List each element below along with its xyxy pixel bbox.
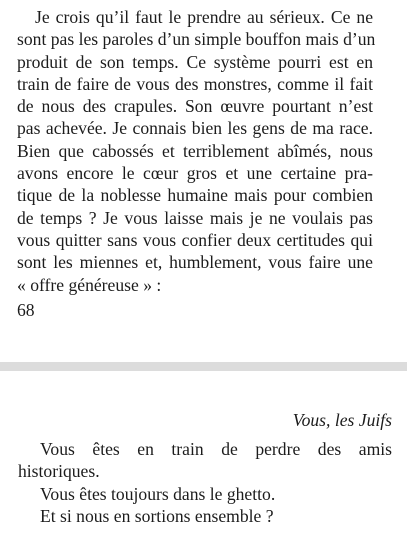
paragraph-line: « offre généreuse » : bbox=[17, 274, 162, 295]
paragraph-line: tique de la noblesse humaine mais pour combien bbox=[17, 185, 373, 206]
paragraph-line: de temps ? Je vous laisse mais je ne voulais pas bbox=[17, 207, 373, 228]
running-head: Vous, les Juifs bbox=[292, 410, 392, 430]
paragraph-line: avons encore le cœur gros et une certaine pra- bbox=[17, 163, 373, 184]
paragraph-line: vous quitter sans vous confier deux certitudes qui bbox=[17, 229, 373, 250]
lower-page bbox=[0, 371, 407, 545]
poem-line: Vous êtes en train de perdre des amis bbox=[40, 439, 392, 459]
paragraph-line: produit de son temps. Ce système pourri est en bbox=[17, 51, 373, 72]
paragraph-line: sont pas les paroles d’un simple bouffon mais d’un bbox=[17, 29, 376, 50]
poem-text bbox=[18, 438, 392, 527]
paragraph-line: Bien que cabossés et terriblement abîmés, nous bbox=[17, 140, 373, 161]
poem-line: Vous êtes toujours dans le ghetto. bbox=[40, 483, 276, 504]
paragraph-line: sont les miennes et, humblement, vous faire une bbox=[17, 252, 373, 273]
page-separator bbox=[0, 362, 407, 371]
paragraph-line: pas achevée. Je connais bien les gens de ma race. bbox=[17, 118, 373, 139]
poem-line: historiques. bbox=[18, 461, 100, 482]
paragraph-line: de nous des crapules. Son œuvre pourtant n’est bbox=[17, 96, 373, 117]
poem-line: Et si nous en sortions ensemble ? bbox=[40, 505, 274, 526]
paragraph-line: train de faire de vous des monstres, comme il fait bbox=[17, 73, 373, 94]
paragraph-line: Je crois qu’il faut le prendre au sérieux. Ce ne bbox=[35, 7, 373, 27]
page-number: 68 bbox=[17, 300, 35, 320]
body-paragraph bbox=[17, 6, 376, 296]
